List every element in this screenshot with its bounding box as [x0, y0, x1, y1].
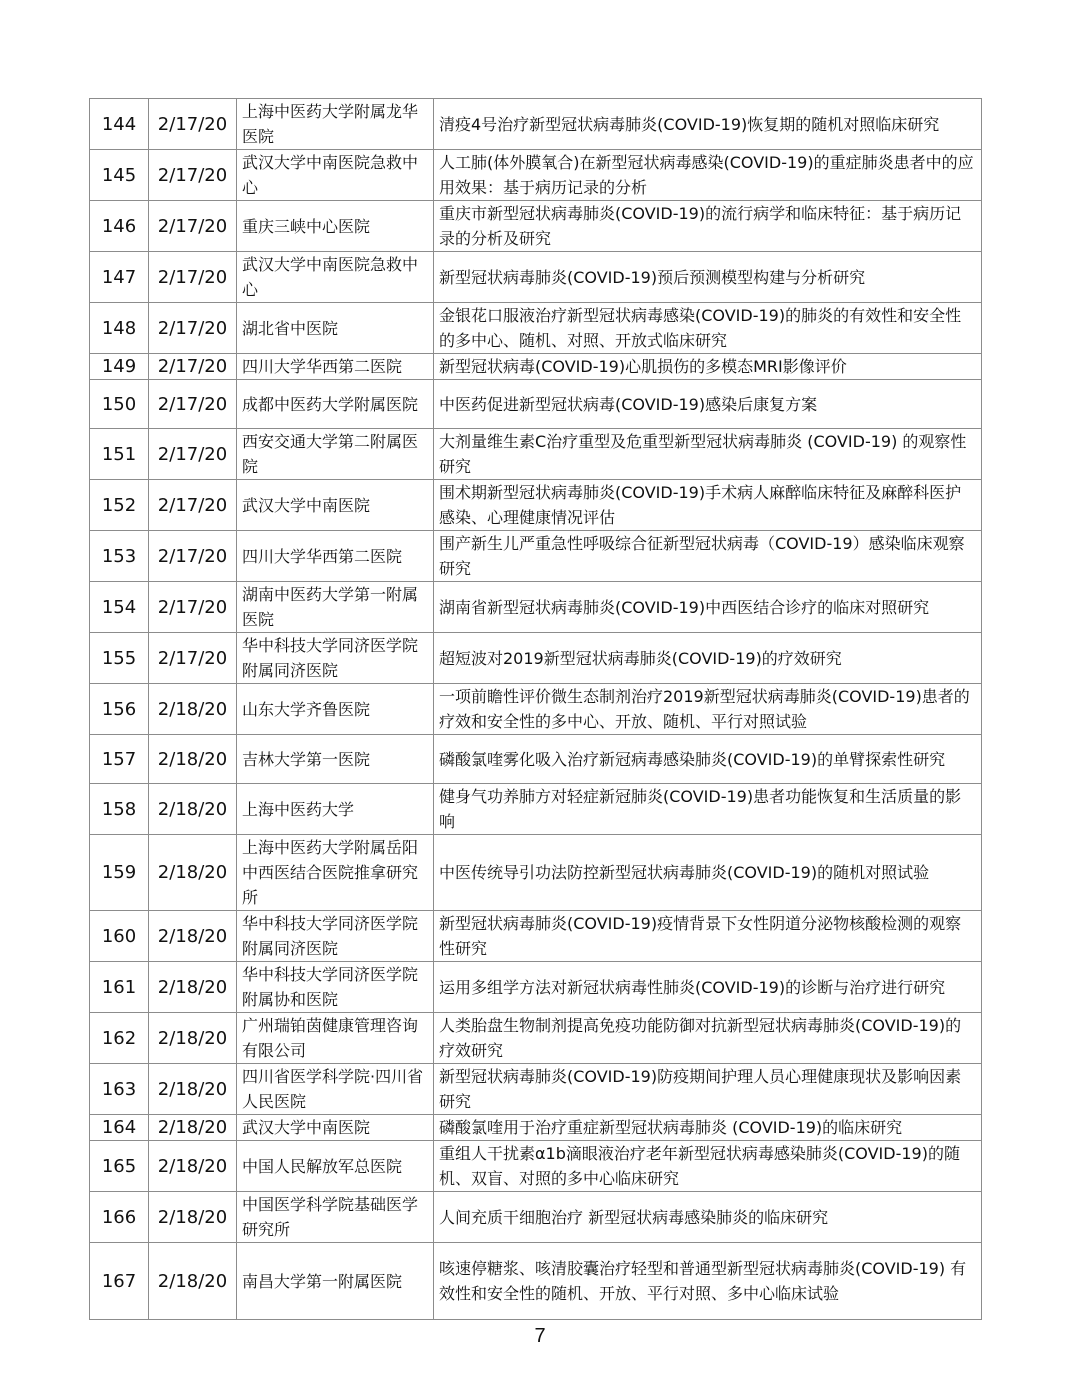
institution-cell: 广州瑞铂茵健康管理咨询有限公司	[237, 1013, 434, 1064]
institution-cell: 华中科技大学同济医学院附属同济医院	[237, 633, 434, 684]
date-cell: 2/18/20	[149, 1064, 237, 1115]
study-title-cell: 湖南省新型冠状病毒肺炎(COVID-19)中西医结合诊疗的临床对照研究	[434, 582, 982, 633]
institution-cell: 武汉大学中南医院	[237, 1115, 434, 1141]
trial-registry-table	[89, 98, 982, 1320]
study-title-cell: 人工肺(体外膜氧合)在新型冠状病毒感染(COVID-19)的重症肺炎患者中的应用效果：基于病历记录的分析	[434, 150, 982, 201]
study-title-cell: 运用多组学方法对新冠状病毒性肺炎(COVID-19)的诊断与治疗进行研究	[434, 962, 982, 1013]
date-cell: 2/18/20	[149, 1141, 237, 1192]
table-row	[90, 735, 982, 784]
table-row	[90, 962, 982, 1013]
table-row	[90, 1013, 982, 1064]
study-title-cell: 清疫4号治疗新型冠状病毒肺炎(COVID-19)恢复期的随机对照临床研究	[434, 99, 982, 150]
row-number-cell: 157	[90, 735, 149, 784]
date-cell: 2/17/20	[149, 480, 237, 531]
date-cell: 2/18/20	[149, 1115, 237, 1141]
institution-cell: 中国医学科学院基础医学研究所	[237, 1192, 434, 1243]
study-title-cell: 新型冠状病毒肺炎(COVID-19)防疫期间护理人员心理健康现状及影响因素研究	[434, 1064, 982, 1115]
date-cell: 2/17/20	[149, 582, 237, 633]
row-number-cell: 159	[90, 835, 149, 911]
table-row	[90, 380, 982, 429]
institution-cell: 上海中医药大学附属龙华医院	[237, 99, 434, 150]
table-row	[90, 303, 982, 354]
institution-cell: 四川大学华西第二医院	[237, 354, 434, 380]
date-cell: 2/18/20	[149, 684, 237, 735]
row-number-cell: 160	[90, 911, 149, 962]
study-title-cell: 人类胎盘生物制剂提高免疫功能防御对抗新型冠状病毒肺炎(COVID-19)的疗效研究	[434, 1013, 982, 1064]
study-title-cell: 健身气功养肺方对轻症新冠肺炎(COVID-19)患者功能恢复和生活质量的影响	[434, 784, 982, 835]
date-cell: 2/18/20	[149, 835, 237, 911]
row-number-cell: 162	[90, 1013, 149, 1064]
table-row	[90, 911, 982, 962]
row-number-cell: 151	[90, 429, 149, 480]
table-row	[90, 1115, 982, 1141]
row-number-cell: 147	[90, 252, 149, 303]
date-cell: 2/17/20	[149, 429, 237, 480]
table-row	[90, 252, 982, 303]
institution-cell: 中国人民解放军总医院	[237, 1141, 434, 1192]
table-row	[90, 99, 982, 150]
study-title-cell: 新型冠状病毒肺炎(COVID-19)预后预测模型构建与分析研究	[434, 252, 982, 303]
institution-cell: 四川大学华西第二医院	[237, 531, 434, 582]
row-number-cell: 153	[90, 531, 149, 582]
date-cell: 2/18/20	[149, 962, 237, 1013]
table-row	[90, 1243, 982, 1320]
study-title-cell: 超短波对2019新型冠状病毒肺炎(COVID-19)的疗效研究	[434, 633, 982, 684]
table-row	[90, 150, 982, 201]
table-row	[90, 1141, 982, 1192]
row-number-cell: 161	[90, 962, 149, 1013]
row-number-cell: 158	[90, 784, 149, 835]
row-number-cell: 155	[90, 633, 149, 684]
institution-cell: 上海中医药大学附属岳阳中西医结合医院推拿研究所	[237, 835, 434, 911]
institution-cell: 吉林大学第一医院	[237, 735, 434, 784]
study-title-cell: 重庆市新型冠状病毒肺炎(COVID-19)的流行病学和临床特征：基于病历记录的分析及研究	[434, 201, 982, 252]
institution-cell: 重庆三峡中心医院	[237, 201, 434, 252]
table-row	[90, 354, 982, 380]
table-row	[90, 429, 982, 480]
row-number-cell: 154	[90, 582, 149, 633]
institution-cell: 武汉大学中南医院急救中心	[237, 252, 434, 303]
study-title-cell: 中医传统导引功法防控新型冠状病毒肺炎(COVID-19)的随机对照试验	[434, 835, 982, 911]
date-cell: 2/18/20	[149, 1192, 237, 1243]
row-number-cell: 165	[90, 1141, 149, 1192]
row-number-cell: 150	[90, 380, 149, 429]
row-number-cell: 144	[90, 99, 149, 150]
study-title-cell: 围术期新型冠状病毒肺炎(COVID-19)手术病人麻醉临床特征及麻醉科医护感染、心理健康情况评估	[434, 480, 982, 531]
table-row	[90, 582, 982, 633]
date-cell: 2/17/20	[149, 99, 237, 150]
institution-cell: 华中科技大学同济医学院附属同济医院	[237, 911, 434, 962]
date-cell: 2/17/20	[149, 354, 237, 380]
date-cell: 2/17/20	[149, 252, 237, 303]
row-number-cell: 164	[90, 1115, 149, 1141]
row-number-cell: 156	[90, 684, 149, 735]
study-title-cell: 金银花口服液治疗新型冠状病毒感染(COVID-19)的肺炎的有效性和安全性的多中心、随机、对照、开放式临床研究	[434, 303, 982, 354]
institution-cell: 武汉大学中南医院急救中心	[237, 150, 434, 201]
row-number-cell: 145	[90, 150, 149, 201]
study-title-cell: 中医药促进新型冠状病毒(COVID-19)感染后康复方案	[434, 380, 982, 429]
date-cell: 2/17/20	[149, 150, 237, 201]
institution-cell: 成都中医药大学附属医院	[237, 380, 434, 429]
institution-cell: 西安交通大学第二附属医院	[237, 429, 434, 480]
table-body	[90, 99, 982, 1320]
study-title-cell: 人间充质干细胞治疗 新型冠状病毒感染肺炎的临床研究	[434, 1192, 982, 1243]
institution-cell: 武汉大学中南医院	[237, 480, 434, 531]
date-cell: 2/18/20	[149, 1243, 237, 1320]
date-cell: 2/17/20	[149, 380, 237, 429]
date-cell: 2/18/20	[149, 911, 237, 962]
table-row	[90, 684, 982, 735]
institution-cell: 四川省医学科学院·四川省人民医院	[237, 1064, 434, 1115]
date-cell: 2/18/20	[149, 735, 237, 784]
study-title-cell: 磷酸氯喹雾化吸入治疗新冠病毒感染肺炎(COVID-19)的单臂探索性研究	[434, 735, 982, 784]
study-title-cell: 重组人干扰素α1b滴眼液治疗老年新型冠状病毒感染肺炎(COVID-19)的随机、双盲、对照的多中心临床研究	[434, 1141, 982, 1192]
study-title-cell: 咳速停糖浆、咳清胶囊治疗轻型和普通型新型冠状病毒肺炎(COVID-19) 有效性和安全性的随机、开放、平行对照、多中心临床试验	[434, 1243, 982, 1320]
date-cell: 2/17/20	[149, 531, 237, 582]
date-cell: 2/18/20	[149, 784, 237, 835]
study-title-cell: 磷酸氯喹用于治疗重症新型冠状病毒肺炎 (COVID-19)的临床研究	[434, 1115, 982, 1141]
row-number-cell: 149	[90, 354, 149, 380]
table-row	[90, 1192, 982, 1243]
date-cell: 2/17/20	[149, 303, 237, 354]
institution-cell: 上海中医药大学	[237, 784, 434, 835]
table-row	[90, 531, 982, 582]
institution-cell: 湖北省中医院	[237, 303, 434, 354]
table-row	[90, 633, 982, 684]
study-title-cell: 围产新生儿严重急性呼吸综合征新型冠状病毒（COVID-19）感染临床观察研究	[434, 531, 982, 582]
table-row	[90, 201, 982, 252]
row-number-cell: 167	[90, 1243, 149, 1320]
study-title-cell: 一项前瞻性评价微生态制剂治疗2019新型冠状病毒肺炎(COVID-19)患者的疗效和安全性的多中心、开放、随机、平行对照试验	[434, 684, 982, 735]
table-row	[90, 784, 982, 835]
row-number-cell: 166	[90, 1192, 149, 1243]
row-number-cell: 152	[90, 480, 149, 531]
study-title-cell: 新型冠状病毒(COVID-19)心肌损伤的多模态MRI影像评价	[434, 354, 982, 380]
study-title-cell: 大剂量维生素C治疗重型及危重型新型冠状病毒肺炎 (COVID-19) 的观察性研究	[434, 429, 982, 480]
study-title-cell: 新型冠状病毒肺炎(COVID-19)疫情背景下女性阴道分泌物核酸检测的观察性研究	[434, 911, 982, 962]
institution-cell: 华中科技大学同济医学院附属协和医院	[237, 962, 434, 1013]
table-row	[90, 1064, 982, 1115]
table-row	[90, 480, 982, 531]
date-cell: 2/17/20	[149, 633, 237, 684]
table-row	[90, 835, 982, 911]
row-number-cell: 148	[90, 303, 149, 354]
page-number: 7	[534, 1325, 546, 1347]
institution-cell: 山东大学齐鲁医院	[237, 684, 434, 735]
date-cell: 2/18/20	[149, 1013, 237, 1064]
row-number-cell: 163	[90, 1064, 149, 1115]
institution-cell: 湖南中医药大学第一附属医院	[237, 582, 434, 633]
date-cell: 2/17/20	[149, 201, 237, 252]
institution-cell: 南昌大学第一附属医院	[237, 1243, 434, 1320]
row-number-cell: 146	[90, 201, 149, 252]
